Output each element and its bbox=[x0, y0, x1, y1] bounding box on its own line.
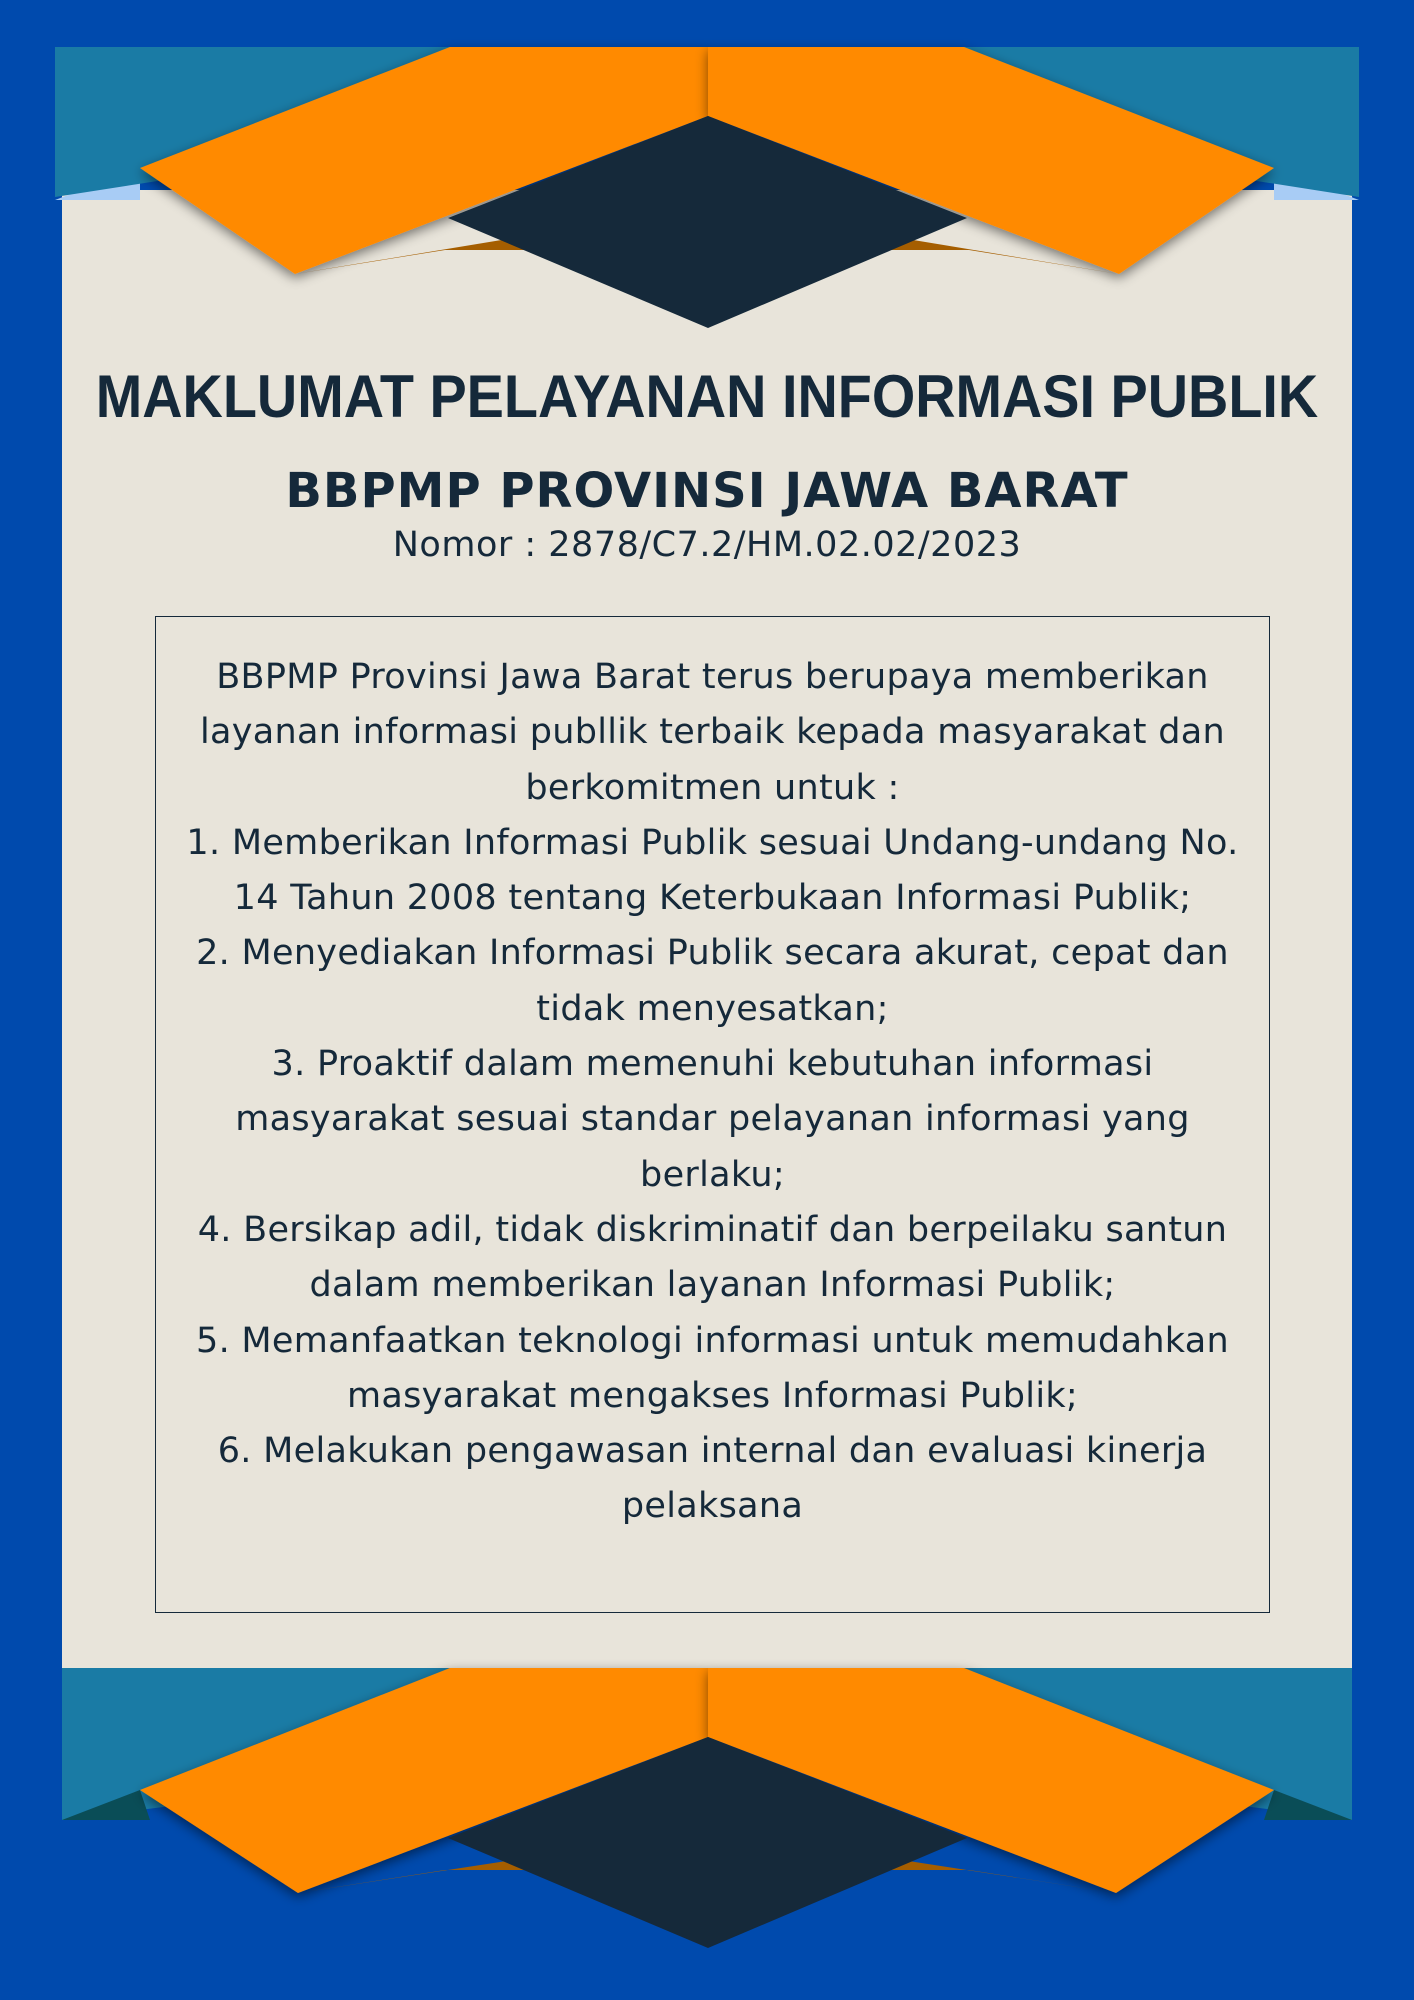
commitment-item-1: 1. Memberikan Informasi Publik sesuai Undang-undang No. 14 Tahun 2008 tentang Keterbukaan Informasi Publik; bbox=[186, 822, 1239, 919]
commitment-item-6: 6. Melakukan pengawasan internal dan evaluasi kinerja pelaksana bbox=[217, 1431, 1208, 1527]
commitment-item-3: 3. Proaktif dalam memenuhi kebutuhan informasi masyarakat sesuai standar pelayanan informasi yang berlaku; bbox=[235, 1044, 1190, 1195]
document-title: MAKLUMAT PELAYANAN INFORMASI PUBLIK bbox=[95, 363, 1319, 430]
statement-box bbox=[155, 616, 1270, 1613]
document-subtitle: BBPMP PROVINSI JAWA BARAT bbox=[285, 463, 1129, 519]
bottom-banner-ornament bbox=[62, 1668, 1352, 1948]
commitment-item-5: 5. Memanfaatkan teknologi informasi untuk memudahkan masyarakat mengakses Informasi Publik; bbox=[196, 1320, 1229, 1416]
commitment-item-2: 2. Menyediakan Informasi Publik secara akurat, cepat dan tidak menyesatkan; bbox=[196, 933, 1229, 1029]
statement-intro: BBPMP Provinsi Jawa Barat terus berupaya memberikan layanan informasi publlik terbaik kepada masyarakat dan berkomitmen untuk : bbox=[199, 657, 1225, 808]
commitment-item-4: 4. Bersikap adil, tidak diskriminatif dan berpeilaku santun dalam memberikan layanan Informasi Publik; bbox=[197, 1209, 1228, 1306]
document-number: Nomor : 2878/C7.2/HM.02.02/2023 bbox=[392, 525, 1022, 565]
